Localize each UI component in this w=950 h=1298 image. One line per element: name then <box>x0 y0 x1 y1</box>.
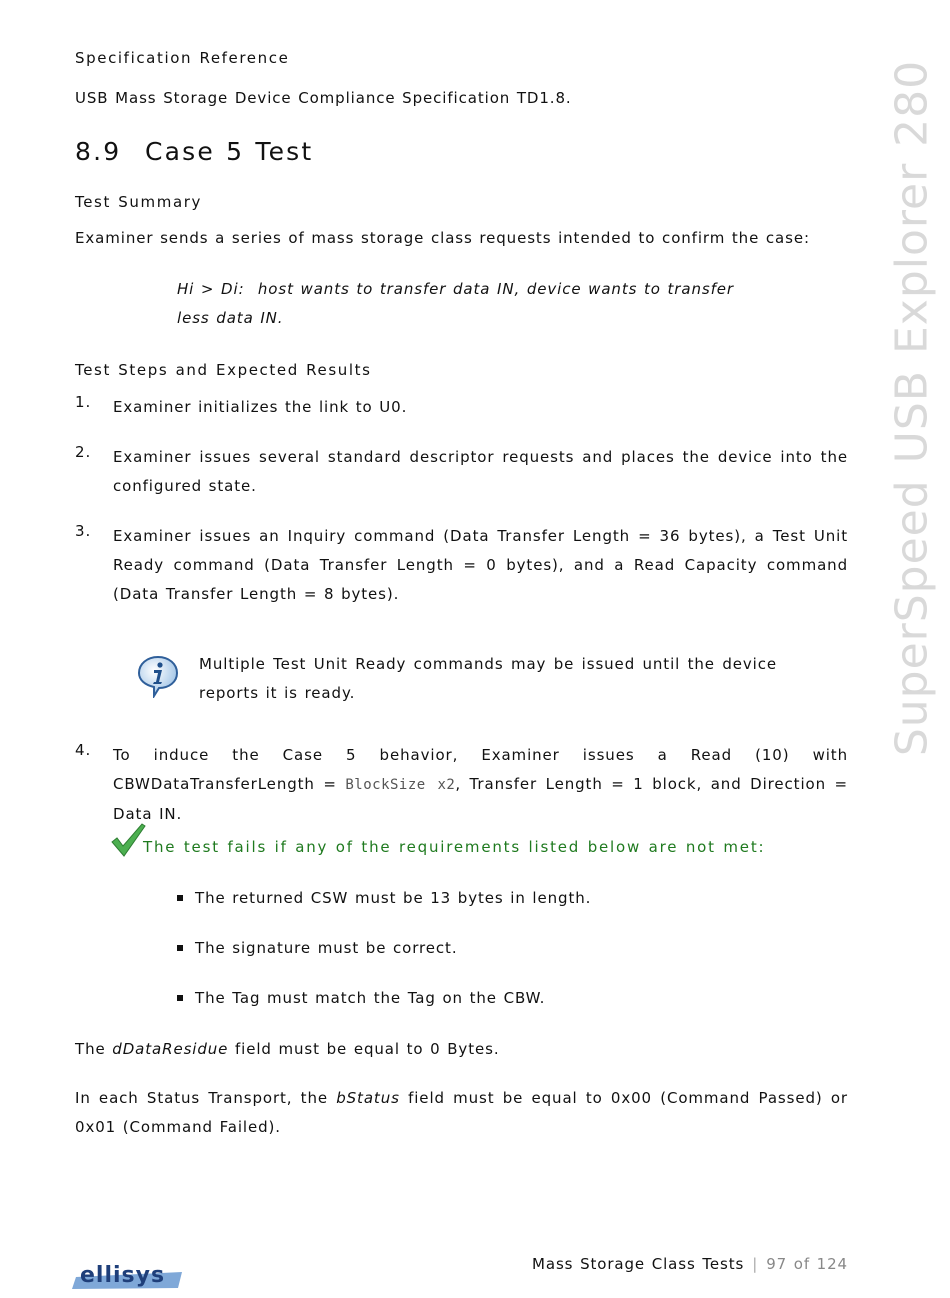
spec-reference-text: USB Mass Storage Device Compliance Specification TD1.8. <box>75 89 572 107</box>
svg-text:ellisys: ellisys <box>80 1263 166 1288</box>
footer-chapter: Mass Storage Class Tests <box>532 1255 745 1273</box>
fail-condition-text: The test fails if any of the requirements listed below are not met: <box>143 838 766 856</box>
paragraph-text: In each Status Transport, the <box>75 1089 328 1107</box>
paragraph-text: field must be equal to 0x00 (Command Passed) or 0x01 (Command Failed). <box>75 1089 849 1136</box>
step-number: 1. <box>75 393 92 411</box>
section-title: Case 5 Test <box>145 137 314 166</box>
requirement-text: The signature must be correct. <box>195 939 458 957</box>
code-blocksize: BlockSize x2 <box>345 777 456 793</box>
step-item <box>75 443 848 501</box>
requirement-text: The returned CSW must be 13 bytes in length. <box>195 889 592 907</box>
step-text: Examiner issues several standard descriptor requests and places the device into the configured state. <box>113 448 848 495</box>
section-number: 8.9 <box>75 137 122 166</box>
ellisys-logo <box>72 1260 184 1290</box>
requirement-item <box>177 984 545 1013</box>
step-item <box>75 741 848 829</box>
case-prefix: Hi > Di: <box>177 280 245 298</box>
test-summary-intro: Examiner sends a series of mass storage class requests intended to confirm the case: <box>75 229 810 247</box>
step-text-part: To induce the Case 5 behavior, Examiner issues a Read (10) with CBWDataTransferLength = <box>113 746 848 793</box>
green-checkmark-icon <box>110 822 146 858</box>
requirement-item <box>177 934 457 963</box>
paragraph-text: The <box>75 1040 106 1058</box>
requirement-item <box>177 884 591 913</box>
step-text <box>113 741 848 829</box>
step-text-part: , Transfer Length = 1 block, and Direction = Data IN. <box>113 775 848 823</box>
note-text: Multiple Test Unit Ready commands may be issued until the device reports it is ready. <box>199 655 777 702</box>
status-paragraph <box>75 1084 848 1142</box>
step-number: 2. <box>75 443 92 461</box>
section-heading <box>75 137 313 166</box>
step-item <box>75 522 848 609</box>
field-name: dDataResidue <box>112 1040 229 1058</box>
info-note <box>137 650 777 708</box>
residue-paragraph <box>75 1035 848 1064</box>
step-text: Examiner issues an Inquiry command (Data Transfer Length = 36 bytes), a Test Unit Ready command (Data Transfer Length = 0 bytes), and a Read Capacity command (Data Transfer Length = 8 bytes). <box>113 527 848 603</box>
bullet-square <box>177 895 183 901</box>
page-footer <box>532 1255 848 1273</box>
step-text: Examiner initializes the link to U0. <box>113 398 408 416</box>
info-speech-bubble-icon <box>137 654 179 698</box>
test-summary-label: Test Summary <box>75 193 202 211</box>
step-number: 3. <box>75 522 92 540</box>
case-text: host wants to transfer data IN, device wants to transfer less data IN. <box>177 280 734 327</box>
requirement-text: The Tag must match the Tag on the CBW. <box>195 989 546 1007</box>
footer-separator: | <box>752 1255 759 1273</box>
bullet-square <box>177 995 183 1001</box>
field-name: bStatus <box>336 1089 400 1107</box>
paragraph-text: field must be equal to 0 Bytes. <box>234 1040 500 1058</box>
steps-label: Test Steps and Expected Results <box>75 361 372 379</box>
footer-page-number: 97 of 124 <box>766 1255 848 1273</box>
step-item <box>75 393 848 422</box>
bullet-square <box>177 945 183 951</box>
case-description <box>177 275 767 333</box>
spec-reference-label: Specification Reference <box>75 49 290 67</box>
side-title: SuperSpeed USB Explorer 280 <box>886 59 938 757</box>
step-number: 4. <box>75 741 92 759</box>
